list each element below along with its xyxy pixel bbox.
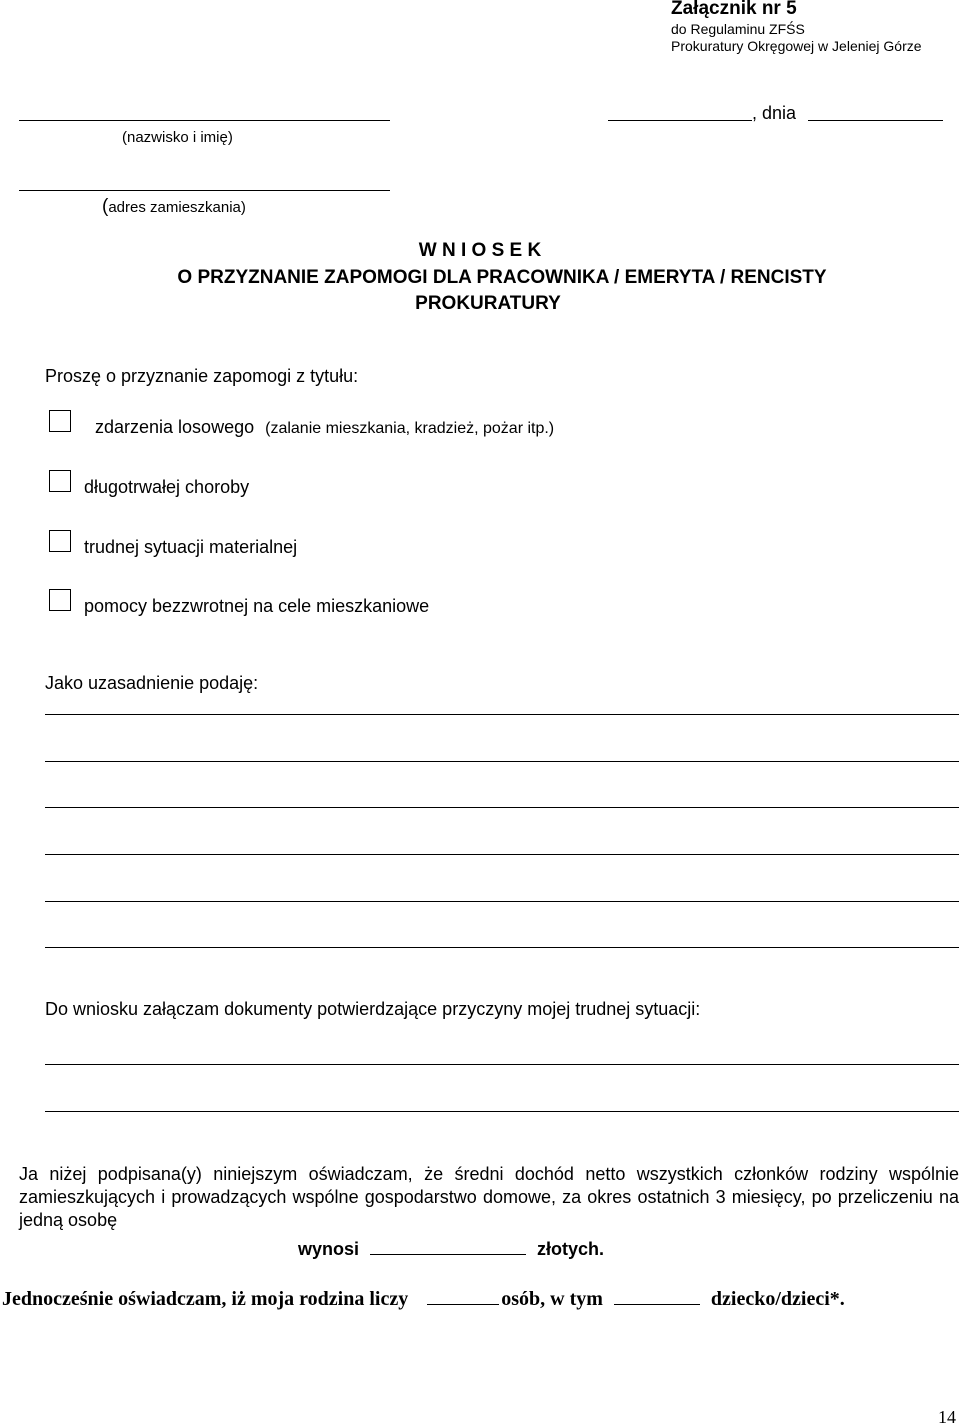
family-part1: Jednocześnie oświadczam, iż moja rodzina liczy <box>2 1288 409 1310</box>
option-random-event-note: (zalanie mieszkania, kradzież, pożar itp.) <box>265 420 555 437</box>
option-random-event-label: zdarzenia losowego <box>95 417 255 437</box>
address-label-paren: ( <box>102 196 109 217</box>
justification-label: Jako uzasadnienie podaję: <box>45 673 259 693</box>
justification-line[interactable] <box>45 854 959 855</box>
address-input-line[interactable] <box>19 190 390 191</box>
income-amount-row <box>298 1236 604 1260</box>
checkbox-long-illness[interactable] <box>49 470 71 492</box>
address-label-wrap <box>102 196 246 218</box>
amount-suffix: złotych. <box>537 1239 605 1259</box>
checkbox-random-event[interactable] <box>49 410 71 432</box>
option-financial-hardship: trudnej sytuacji materialnej <box>84 537 298 557</box>
date-label: , dnia <box>752 103 797 123</box>
income-statement: Ja niżej podpisana(y) niniejszym oświadczam, że średni dochód netto wszystkich członków rodziny wspólnie zamieszkujących i prowadzących wspólne gospodarstwo domowe, za okres ostatnich 3 miesięcy, po przeliczeniu na jedną osobę <box>19 1164 959 1230</box>
form-subtitle-cont: PROKURATURY <box>415 293 561 314</box>
option-random-event <box>95 417 554 438</box>
place-input-line[interactable] <box>608 120 752 121</box>
attachment-title: Załącznik nr 5 <box>671 0 797 19</box>
checkbox-housing-aid[interactable] <box>49 589 71 611</box>
justification-line[interactable] <box>45 901 959 902</box>
name-input-line[interactable] <box>19 120 390 121</box>
justification-line[interactable] <box>45 714 959 715</box>
option-housing-aid: pomocy bezzwrotnej na cele mieszkaniowe <box>84 596 430 616</box>
page-number: 14 <box>938 1407 956 1427</box>
checkbox-financial-hardship[interactable] <box>49 530 71 552</box>
justification-line[interactable] <box>45 807 959 808</box>
regulation-reference: do Regulaminu ZFŚS <box>671 21 805 37</box>
justification-line[interactable] <box>45 761 959 762</box>
attachments-line[interactable] <box>45 1064 959 1065</box>
institution-name: Prokuratury Okręgowej w Jeleniej Górze <box>671 38 922 54</box>
family-statement <box>2 1286 845 1311</box>
option-long-illness: długotrwałej choroby <box>84 477 250 497</box>
children-count-input-line[interactable] <box>614 1286 700 1305</box>
family-size-input-line[interactable] <box>427 1286 499 1305</box>
amount-prefix: wynosi <box>298 1239 360 1259</box>
form-title: W N I O S E K <box>418 240 542 261</box>
attachments-label: Do wniosku załączam dokumenty potwierdzające przyczyny mojej trudnej sytuacji: <box>45 999 701 1019</box>
amount-input-line[interactable] <box>370 1236 526 1255</box>
attachments-line[interactable] <box>45 1111 959 1112</box>
family-part2: osób, w tym <box>501 1288 603 1310</box>
justification-line[interactable] <box>45 947 959 948</box>
request-intro: Proszę o przyznanie zapomogi z tytułu: <box>45 366 359 386</box>
form-subtitle: O PRZYZNANIE ZAPOMOGI DLA PRACOWNIKA / EMERYTA / RENCISTY <box>177 267 827 288</box>
family-part3: dziecko/dzieci*. <box>710 1288 845 1310</box>
date-input-line[interactable] <box>808 120 943 121</box>
name-label: (nazwisko i imię) <box>122 129 233 146</box>
address-label: adres zamieszkania) <box>108 199 246 216</box>
